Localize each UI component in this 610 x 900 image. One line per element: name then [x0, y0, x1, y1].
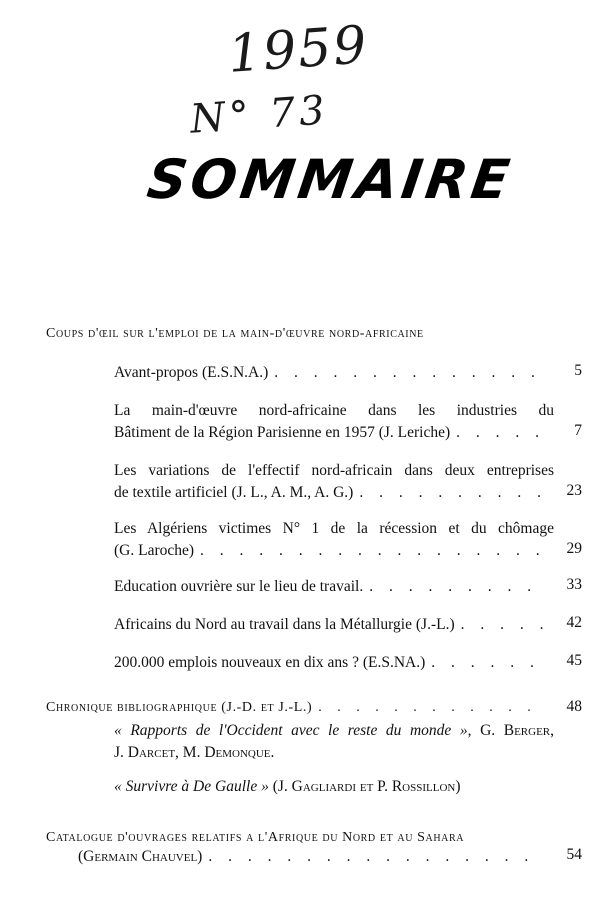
- entry-page: 29: [566, 540, 582, 557]
- toc-entry[interactable]: [114, 614, 554, 636]
- leader-dots: [369, 576, 544, 598]
- section-heading-catalogue: Catalogue d'ouvrages relatifs a l'Afrique du Nord et au Sahara: [46, 830, 465, 845]
- entry-title-line1: Les variations de l'effectif nord-africain dans deux entreprises: [114, 462, 554, 479]
- entry-page: 23: [566, 482, 582, 499]
- entry-title-line2: (G. Laroche): [114, 542, 195, 559]
- toc-entry[interactable]: [114, 518, 554, 562]
- entry-title: 200.000 emplois nouveaux en dix ans ? (E.S.NA.): [114, 654, 426, 671]
- book-authors: (J. Gagliardi et P. Rossillon): [268, 778, 461, 795]
- handwritten-year: 1959: [226, 15, 371, 85]
- book-title: « Rapports de l'Occident avec le reste du monde »: [114, 722, 468, 739]
- entry-author: (Germain Chauvel): [78, 848, 203, 865]
- entry-title-line2: de textile artificiel (J. L., A. M., A. G.): [114, 484, 354, 501]
- book-authors-cont: J. Darcet, M. Demonque.: [114, 744, 275, 761]
- entry-page: 45: [566, 652, 582, 669]
- entry-page: 5: [574, 362, 582, 379]
- entry-page: 33: [566, 576, 582, 593]
- toc-entry[interactable]: [78, 846, 554, 868]
- page-title: SOMMAIRE: [143, 148, 518, 211]
- entry-title-line1: La main-d'œuvre nord-africaine dans les industries du: [114, 402, 554, 419]
- book-authors: , G. Berger,: [467, 722, 554, 739]
- entry-title: Africains du Nord au travail dans la Métallurgie (J.-L.): [114, 616, 455, 633]
- section-heading-chronique[interactable]: [46, 700, 556, 716]
- leader-dots: [318, 700, 546, 716]
- entry-title-line1: Les Algériens victimes N° 1 de la récession et du chômage: [114, 520, 554, 537]
- entry-page: 42: [566, 614, 582, 631]
- toc-entry[interactable]: [114, 400, 554, 444]
- toc-entry[interactable]: [114, 652, 554, 674]
- leader-dots: [359, 482, 544, 504]
- entry-page: 7: [574, 422, 582, 439]
- section-heading-text: Chronique bibliographique (J.-D. et J.-L.): [46, 700, 313, 715]
- entry-page: 54: [566, 846, 582, 863]
- entry-title-line2: Bâtiment de la Région Parisienne en 1957 (J. Leriche): [114, 424, 451, 441]
- leader-dots: [456, 422, 544, 444]
- leader-dots: [461, 614, 544, 636]
- leader-dots: [431, 652, 544, 674]
- entry-page: 48: [566, 698, 582, 715]
- section-heading-emploi: Coups d'œil sur l'emploi de la main-d'œuvre nord-africaine: [46, 326, 424, 341]
- bibliography-item: [114, 776, 554, 798]
- leader-dots: [200, 540, 544, 562]
- leader-dots: [208, 846, 544, 868]
- book-title: « Survivre à De Gaulle »: [114, 778, 269, 795]
- toc-entry[interactable]: [114, 362, 554, 384]
- toc-entry[interactable]: [114, 576, 554, 598]
- leader-dots: [274, 362, 544, 384]
- handwritten-issue-number: N° 73: [188, 87, 331, 143]
- entry-title: Education ouvrière sur le lieu de travail.: [114, 578, 364, 595]
- entry-title: Avant-propos (E.S.N.A.): [114, 364, 269, 381]
- bibliography-item: [114, 720, 554, 764]
- toc-entry[interactable]: [114, 460, 554, 504]
